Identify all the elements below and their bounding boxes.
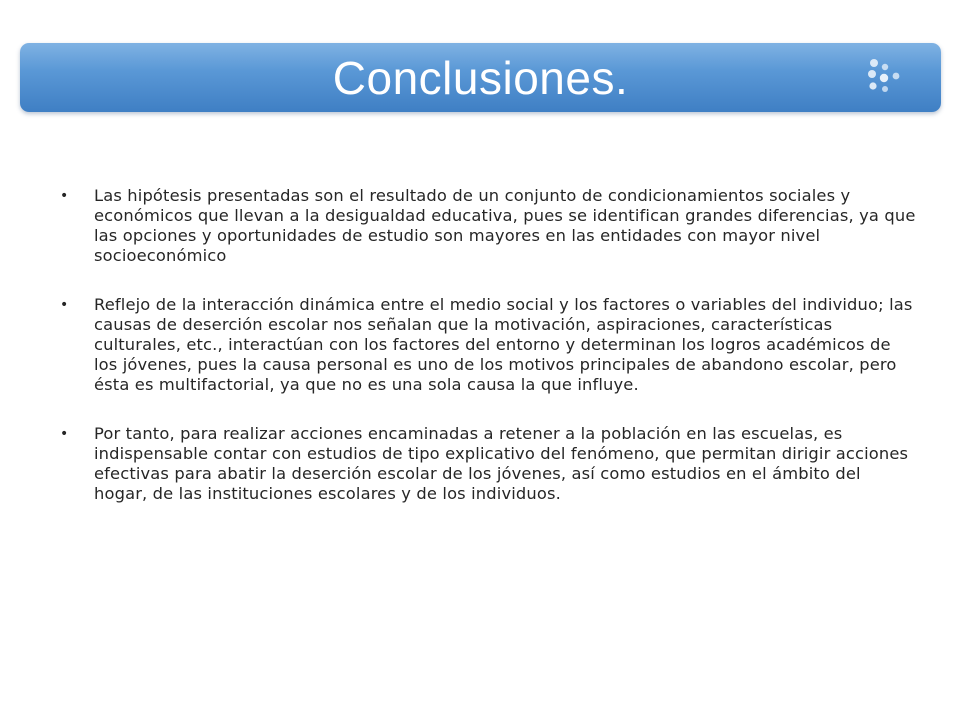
bullet-text: Las hipótesis presentadas son el resultado de un conjunto de condicionamientos sociales y económicos que llevan a la desigualdad educativa, pues se identifican grandes diferencias, ya que las opciones y oportunidades de estudio son mayores en las entidades con mayor nivel socioeconómico [94, 186, 916, 265]
bullet-item-3 [58, 424, 918, 504]
title-bar [20, 43, 941, 112]
bullet-text: Reflejo de la interacción dinámica entre el medio social y los factores o variables del individuo; las causas de deserción escolar nos señalan que la motivación, aspiraciones, características culturales, etc., interactúan con los factores del entorno y determinan los logros académicos de los jóvenes, pues la causa personal es uno de los motivos principales de abandono escolar, pero ésta es multifactorial, ya que no es una sola causa la que influye. [94, 295, 913, 394]
bullet-mark: • [60, 297, 69, 313]
bullet-mark: • [60, 426, 69, 442]
dots-cluster-icon [866, 57, 910, 99]
bullet-text: Por tanto, para realizar acciones encaminadas a retener a la población en las escuelas, es indispensable contar con estudios de tipo explicativo del fenómeno, que permitan dirigir acciones efectivas para abatir la deserción escolar de los jóvenes, así como estudios en el ámbito del hogar, de las instituciones escolares y de los individuos. [94, 424, 909, 503]
bullet-item-1 [58, 186, 918, 266]
bullet-mark: • [60, 188, 69, 204]
slide-title: Conclusiones. [332, 52, 629, 104]
bullet-item-2 [58, 295, 918, 395]
bullet-list [58, 186, 918, 533]
